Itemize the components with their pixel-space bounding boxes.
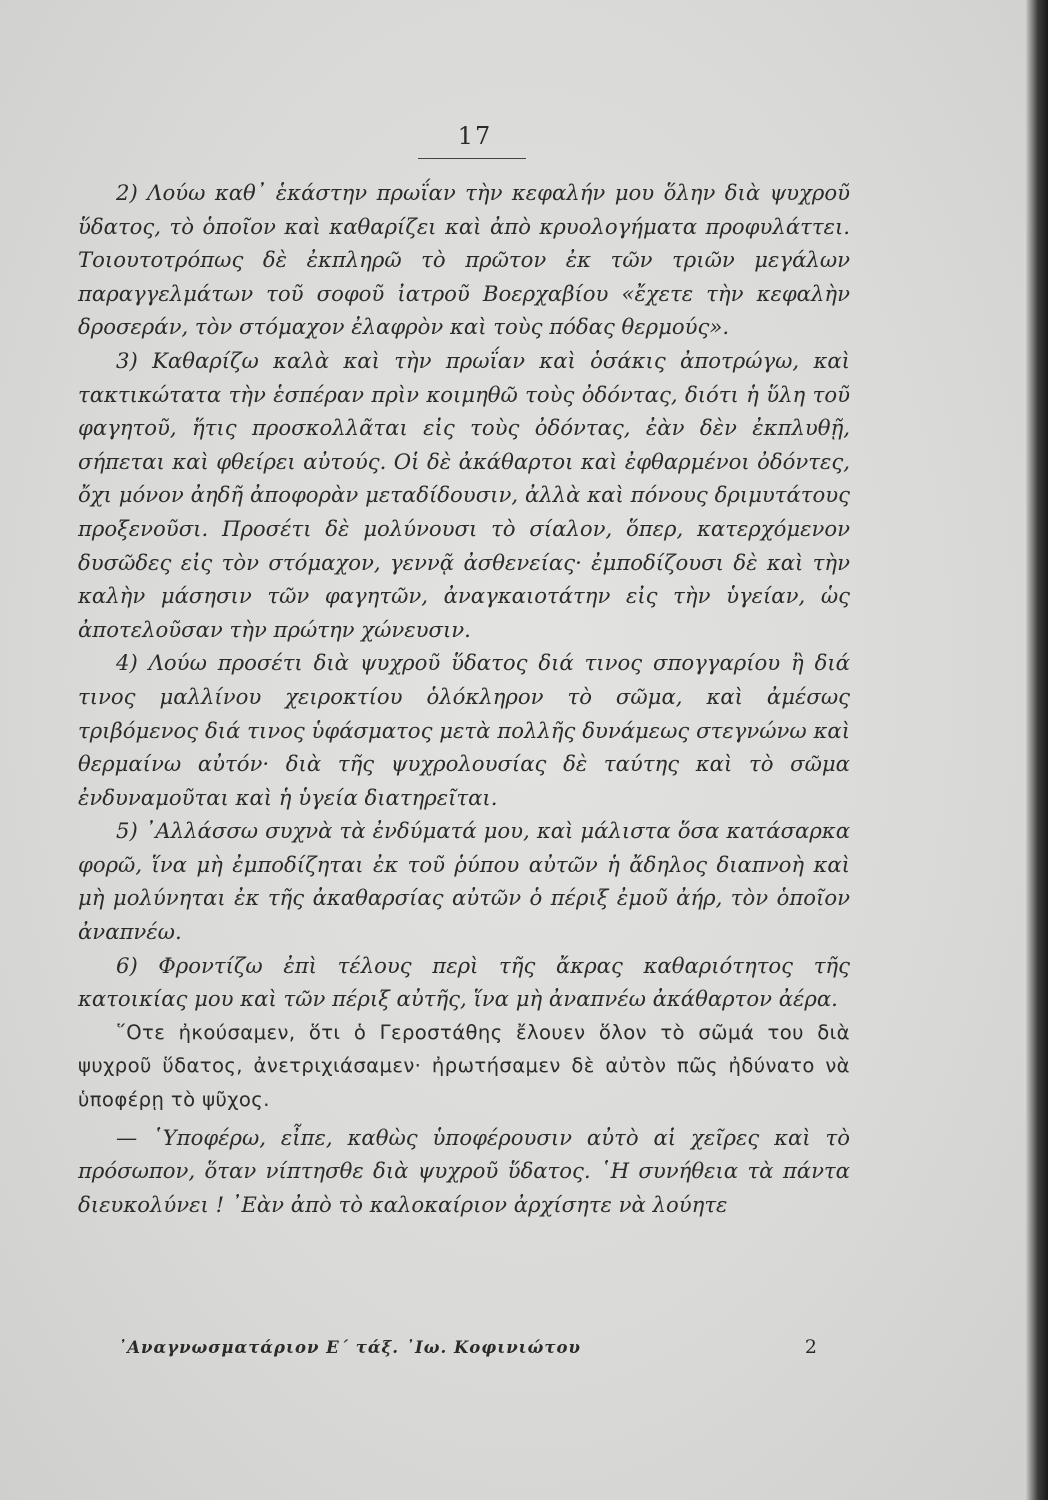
paragraph-6: 6) Φροντίζω ἐπὶ τέλους περὶ τῆς ἄκρας καθαριότητος τῆς κατοικίας μου καὶ τῶν πέριξ αὐτῆς, ἵνα μὴ ἀναπνέω ἀκάθαρτον ἀέρα. <box>78 952 850 1012</box>
paragraph-2: 2) Λούω καθ᾿ ἑκάστην πρωΐαν τὴν κεφαλήν μου ὅλην διὰ ψυχροῦ ὕδατος, τὸ ὁποῖον καὶ καθαρίζει καὶ ἀπὸ κρυολογήματα προφυλάττει. Τοιουτοτρόπως δὲ ἐκπληρῶ τὸ πρῶτον ἐκ τῶν τριῶν μεγάλων παραγγελμάτων τοῦ σοφοῦ ἰατροῦ Βοερχαβίου «ἔχετε τὴν κεφαλὴν δροσεράν, τὸν στόμαχον ἐλαφρὸν καὶ τοὺς πόδας θερμούς». <box>78 180 850 340</box>
paragraph-3: 3) Καθαρίζω καλὰ καὶ τὴν πρωΐαν καὶ ὁσάκις ἀποτρώγω, καὶ τακτικώτατα τὴν ἑσπέραν πρὶν κοιμηθῶ τοὺς ὀδόντας, διότι ἡ ὕλη τοῦ φαγητοῦ, ἥτις προσκολλᾶται εἰς τοὺς ὀδόντας, ἐὰν δὲν ἐκπλυθῇ, σήπεται καὶ φθείρει αὐτούς. Οἱ δὲ ἀκάθαρτοι καὶ ἐφθαρμένοι ὀδόντες, ὄχι μόνον ἀηδῆ ἀποφορὰν μεταδίδουσιν, ἀλλὰ καὶ πόνους δριμυτάτους προξενοῦσι. Προσέτι δὲ μολύνουσι τὸ σίαλον, ὅπερ, κατερχόμενον δυσῶδες εἰς τὸν στόμαχον, γεννᾷ ἀσθενείας· ἐμποδίζουσι δὲ καὶ τὴν καλὴν μάσησιν τῶν φαγητῶν, ἀναγκαιοτάτην εἰς τὴν ὑγείαν, ὡς ἀποτελοῦσαν τὴν πρώτην χώνευσιν. <box>78 347 850 642</box>
narrative-paragraph: ῞Οτε ἠκούσαμεν, ὅτι ὁ Γεροστάθης ἔλουεν ὅλον τὸ σῶμά του διὰ ψυχροῦ ὕδατος, ἀνετριχιάσαμεν· ἠρωτήσαμεν δὲ αὐτὸν πῶς ἠδύνατο νὰ ὑποφέρῃ τὸ ψῦχος. <box>78 1020 850 1112</box>
page-edge-shadow <box>1026 0 1048 1500</box>
page-footer <box>118 1338 838 1364</box>
signature-number: 2 <box>804 1336 818 1358</box>
page-number-rule <box>418 158 526 159</box>
body-text <box>78 176 850 1221</box>
paragraph-4: 4) Λούω προσέτι διὰ ψυχροῦ ὕδατος διά τινος σπογγαρίου ἢ διά τινος μαλλίνου χειροκτίου ὁλόκληρον τὸ σῶμα, καὶ ἀμέσως τριβόμενος διά τινος ὑφάσματος μετὰ πολλῆς δυνάμεως στεγνώνω καὶ θερμαίνω αὐτόν· διὰ τῆς ψυχρολουσίας δὲ ταύτης καὶ τὸ σῶμα ἐνδυναμοῦται καὶ ἡ ὑγεία διατηρεῖται. <box>78 650 850 810</box>
page-number: 17 <box>457 122 493 150</box>
footer-book-title: ᾿Αναγνωσματάριον Ε΄ τάξ. ᾿Ιω. Κοφινιώτου <box>118 1338 581 1357</box>
dialogue-paragraph: — ῾Υποφέρω, εἶπε, καθὼς ὑποφέρουσιν αὐτὸ αἱ χεῖρες καὶ τὸ πρόσωπον, ὅταν νίπτησθε διὰ ψυχροῦ ὕδατος. ῾Η συνήθεια τὰ πάντα διευκολύνει ! ᾿Εὰν ἀπὸ τὸ καλοκαίριον ἀρχίσητε νὰ λούητε <box>78 1124 850 1217</box>
paragraph-5: 5) ᾿Αλλάσσω συχνὰ τὰ ἐνδύματά μου, καὶ μάλιστα ὅσα κατάσαρκα φορῶ, ἵνα μὴ ἐμποδίζηται ἐκ τοῦ ῥύπου αὐτῶν ἡ ἄδηλος διαπνοὴ καὶ μὴ μολύνηται ἐκ τῆς ἀκαθαρσίας αὐτῶν ὁ πέριξ ἐμοῦ ἀήρ, τὸν ὁποῖον ἀναπνέω. <box>78 818 850 945</box>
